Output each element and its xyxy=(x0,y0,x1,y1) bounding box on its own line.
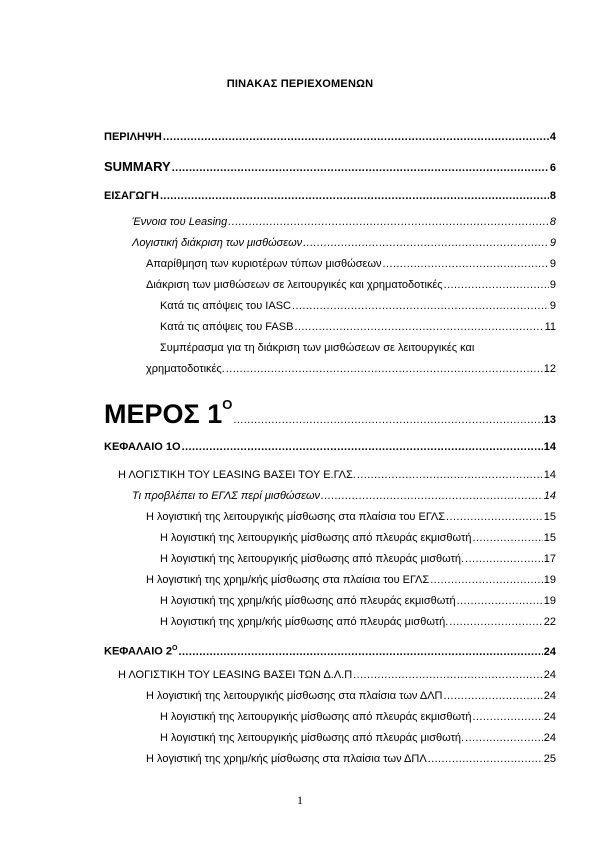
toc-entry[interactable] xyxy=(118,668,556,682)
dot-leader xyxy=(357,468,543,482)
toc-entry-text: Η λογιστική της λειτουργικής μίσθωσης από πλευράς μισθωτή. xyxy=(160,732,465,744)
toc-entry-page: 24 xyxy=(543,711,556,723)
toc-entry[interactable] xyxy=(146,752,556,766)
toc-entry-text xyxy=(104,642,177,659)
toc-entry-text[interactable]: Συμπέρασμα για τη διάκριση των μισθώσεων σε λειτουργικές και xyxy=(160,342,475,354)
part-label: ΜΕΡΟΣ 1 xyxy=(104,399,223,429)
toc-entry-text: Έννοια του Leasing xyxy=(132,216,228,228)
dot-leader xyxy=(444,689,543,703)
dot-leader xyxy=(178,645,542,659)
toc-entry-page: 13 xyxy=(543,414,556,426)
toc-entry-page: 19 xyxy=(543,595,556,607)
toc-entry-page: 24 xyxy=(543,669,556,681)
toc-entry-page: 15 xyxy=(543,511,556,523)
toc-entry-page: 24 xyxy=(543,645,556,658)
toc-entry[interactable] xyxy=(160,710,556,724)
toc-entry-page: 8 xyxy=(549,190,556,202)
toc-entry[interactable] xyxy=(146,362,556,376)
toc-entry-page: 9 xyxy=(549,300,556,312)
dot-leader xyxy=(233,413,542,427)
toc-entry[interactable] xyxy=(118,468,556,482)
superscript: Ο xyxy=(222,397,233,412)
dot-leader xyxy=(457,594,543,608)
toc-entry[interactable] xyxy=(132,215,556,229)
toc-entry[interactable] xyxy=(160,320,556,334)
dot-leader xyxy=(172,161,549,175)
dot-leader xyxy=(472,531,542,545)
toc-entry-text: Η λογιστική της χρημ/κής μίσθωσης από πλευράς εκμισθωτή xyxy=(160,595,456,607)
toc-entry-continuation: χρηματοδοτικές. xyxy=(146,363,225,375)
toc-entry-text: ΕΙΣΑΓΩΓΗ xyxy=(104,190,159,202)
toc-entry-page: 6 xyxy=(549,162,556,174)
dot-leader xyxy=(444,278,549,292)
dot-leader xyxy=(303,236,549,250)
toc-entry-text: Η λογιστική της λειτουργικής μίσθωσης στα πλαίσια των ΔΛΠ xyxy=(146,690,443,702)
toc-entry[interactable] xyxy=(160,615,556,629)
toc-entry-page: 22 xyxy=(543,616,556,628)
dot-leader xyxy=(383,257,549,271)
toc-entry-page: 9 xyxy=(549,237,556,249)
dot-leader xyxy=(321,489,543,503)
toc-entry-page: 12 xyxy=(543,363,556,375)
toc-entry-page: 14 xyxy=(543,490,556,502)
toc-entry-text: Κατά τις απόψεις του IASC xyxy=(160,300,291,312)
dot-leader xyxy=(449,615,542,629)
dot-leader xyxy=(292,299,549,313)
toc-entry-page: 24 xyxy=(543,732,556,744)
toc-entry-page: 19 xyxy=(543,574,556,586)
toc-entry[interactable] xyxy=(146,257,556,271)
toc-entry-page: 8 xyxy=(549,216,556,228)
toc-entry[interactable] xyxy=(146,573,556,587)
toc-entry[interactable] xyxy=(132,236,556,250)
dot-leader xyxy=(294,320,543,334)
toc-entry-page: 14 xyxy=(543,469,556,481)
toc-entry-text: SUMMARY xyxy=(104,159,171,174)
dot-leader xyxy=(446,510,543,524)
toc-entry-page: 4 xyxy=(549,131,556,143)
toc-entry[interactable] xyxy=(146,689,556,703)
dot-leader xyxy=(163,130,549,144)
toc-entry-text: ΠΕΡΙΛΗΨΗ xyxy=(104,131,162,143)
dot-leader xyxy=(465,552,543,566)
dot-leader xyxy=(472,710,542,724)
superscript: Ο xyxy=(172,645,178,652)
toc-entry[interactable] xyxy=(104,160,556,175)
toc-entry-text: Απαρίθμηση των κυριοτέρων τύπων μισθώσεων xyxy=(146,258,382,270)
toc-entry-page: 17 xyxy=(543,553,556,565)
toc-entry[interactable] xyxy=(160,299,556,313)
toc-entry-text: Η λογιστική της λειτουργικής μίσθωσης στα πλαίσια του ΕΓΛΣ xyxy=(146,511,446,523)
toc-entry[interactable] xyxy=(160,531,556,545)
toc-entry-page: 15 xyxy=(543,532,556,544)
dot-leader xyxy=(226,362,543,376)
toc-entry-text: Η λογιστική της χρημ/κής μίσθωσης στα πλαίσια του ΕΓΛΣ xyxy=(146,574,430,586)
toc-entry-text: Κατά τις απόψεις του FASB xyxy=(160,321,294,333)
toc-entry-text: Η λογιστική της λειτουργικής μίσθωσης από πλευράς εκμισθωτή xyxy=(160,532,472,544)
toc-entry-text: ΚΕΦΑΛΑΙΟ 1Ο xyxy=(104,441,181,453)
toc-entry-page: 24 xyxy=(543,690,556,702)
toc-entry[interactable] xyxy=(104,642,556,659)
dot-leader xyxy=(430,573,543,587)
toc-entry-text: Η ΛΟΓΙΣΤΙΚΗ ΤΟΥ LEASING ΒΑΣΕΙ ΤΟΥ Ε.ΓΛΣ. xyxy=(118,469,356,481)
toc-entry-page: 11 xyxy=(544,321,556,333)
toc-entry[interactable] xyxy=(146,278,556,292)
toc-entry[interactable] xyxy=(160,552,556,566)
toc-entry-page: 25 xyxy=(543,753,556,765)
dot-leader xyxy=(353,668,543,682)
dot-leader xyxy=(182,440,543,454)
toc-entry-text: Η λογιστική της λειτουργικής μίσθωσης από πλευράς μισθωτή. xyxy=(160,553,465,565)
dot-leader xyxy=(228,215,549,229)
toc-entry[interactable] xyxy=(104,440,556,454)
toc-entry[interactable] xyxy=(160,594,556,608)
page-number: 1 xyxy=(297,793,303,807)
toc-entry[interactable] xyxy=(104,189,556,203)
toc-entry-text: Η ΛΟΓΙΣΤΙΚΗ ΤΟΥ LEASING ΒΑΣΕΙ ΤΩΝ Δ.Λ.Π xyxy=(118,669,353,681)
toc-entry-text: Διάκριση των μισθώσεων σε λειτουργικές και χρηματοδοτικές xyxy=(146,279,443,291)
toc-entry-page: 14 xyxy=(543,441,556,453)
toc-entry-page: 9 xyxy=(549,279,556,291)
toc-entry-text: Τι προβλέπει το ΕΓΛΣ περί μισθώσεων xyxy=(132,490,321,502)
toc-entry-text: Η λογιστική της χρημ/κής μίσθωσης από πλευράς μισθωτή. xyxy=(160,616,449,628)
dot-leader xyxy=(428,752,543,766)
toc-entry[interactable] xyxy=(146,510,556,524)
toc-title: ΠΙΝΑΚΑΣ ΠΕΡΙΕΧΟΜΕΝΩΝ xyxy=(226,78,374,90)
toc-entry[interactable] xyxy=(160,731,556,745)
toc-entry-text: Η λογιστική της λειτουργικής μίσθωσης από πλευράς εκμισθωτή xyxy=(160,711,472,723)
toc-entry-page: 9 xyxy=(549,258,556,270)
chapter-label: ΚΕΦΑΛΑΙΟ 2 xyxy=(104,645,173,658)
dot-leader xyxy=(160,189,549,203)
toc-entry[interactable] xyxy=(132,489,556,503)
toc-entry-text: Η λογιστική της χρημ/κής μίσθωσης στα πλαίσια των ΔΠΛ xyxy=(146,753,427,765)
dot-leader xyxy=(465,731,543,745)
toc-entry-part[interactable] xyxy=(104,394,556,429)
toc-entry-text xyxy=(104,394,232,429)
toc-entry[interactable] xyxy=(104,130,556,144)
toc-entry-text: Λογιστική διάκριση των μισθώσεων xyxy=(132,237,303,249)
